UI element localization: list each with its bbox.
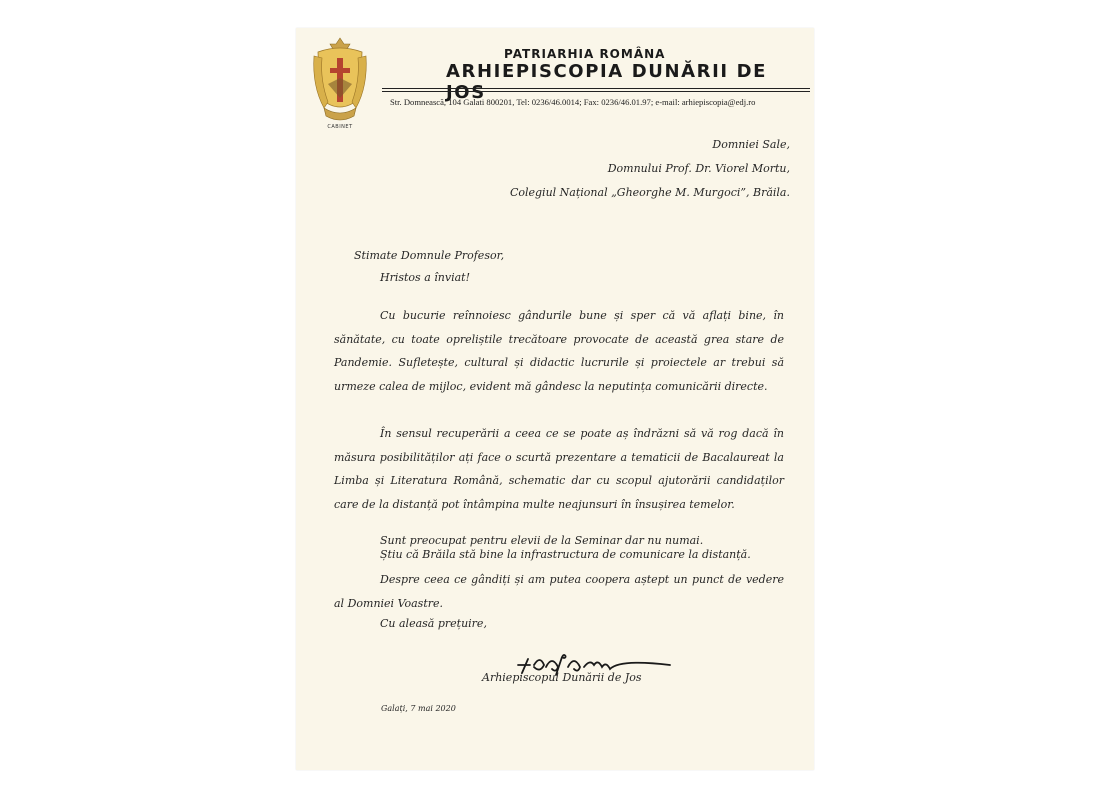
paragraph-1: Cu bucurie reînnoiesc gândurile bune și sper că vă aflați bine, în sănătate, cu toate opreliștile trecătoare provocate de această grea stare de Pandemie. Sufletește, cultural și didactic lucrurile și proiectele ar trebui să urmeze calea de mijloc, evident mă gândesc la neputința comunicării directe. xyxy=(334,309,784,393)
recipient-line-3: Colegiul Național „Gheorghe M. Murgoci”, Brăila. xyxy=(509,186,790,199)
paragraph-2: În sensul recuperării a ceea ce se poate aș îndrăzni să vă rog dacă în măsura posibilităților ați face o scurtă prezentare a tematicii de Bacalaureat la Limba și Literatura Română, schematic dar cu scopul ajutorării candidaților care de la distanță pot întâmpina multe neajunsuri în însușirea temelor. xyxy=(334,427,784,511)
letter-date: Galați, 7 mai 2020 xyxy=(381,704,456,713)
letter-page xyxy=(296,28,814,770)
salutation-line-1: Stimate Domnule Profesor, xyxy=(354,249,505,262)
signer-title: Arhiepiscopul Dunării de Jos xyxy=(482,671,642,684)
crest-caption: CABINET xyxy=(327,124,353,130)
archdiocese-crest-icon xyxy=(310,34,370,134)
letterhead-patriarchate: PATRIARHIA ROMÂNA xyxy=(504,47,666,61)
letterhead-contact: Str. Domnească, 104 Galati 800201, Tel: 0236/46.0014; Fax: 0236/46.01.97; e-mail: arhiepiscopia@edj.ro xyxy=(390,97,756,107)
letterhead-divider xyxy=(382,88,810,92)
closing: Cu aleasă prețuire, xyxy=(380,617,487,630)
paragraph-5: Despre ceea ce gândiți și am putea coopera aștept un punct de vedere al Domniei Voastre. xyxy=(334,573,784,610)
recipient-line-2: Domnului Prof. Dr. Viorel Mortu, xyxy=(607,162,790,175)
salutation-line-2: Hristos a înviat! xyxy=(380,271,470,284)
recipient-line-1: Domniei Sale, xyxy=(712,138,790,151)
paragraph-4: Știu că Brăila stă bine la infrastructura de comunicare la distanță. xyxy=(380,548,751,561)
letterhead-archdiocese: ARHIEPISCOPIA DUNĂRII DE JOS xyxy=(446,61,768,103)
paragraph-3: Sunt preocupat pentru elevii de la Seminar dar nu numai. xyxy=(380,534,704,547)
